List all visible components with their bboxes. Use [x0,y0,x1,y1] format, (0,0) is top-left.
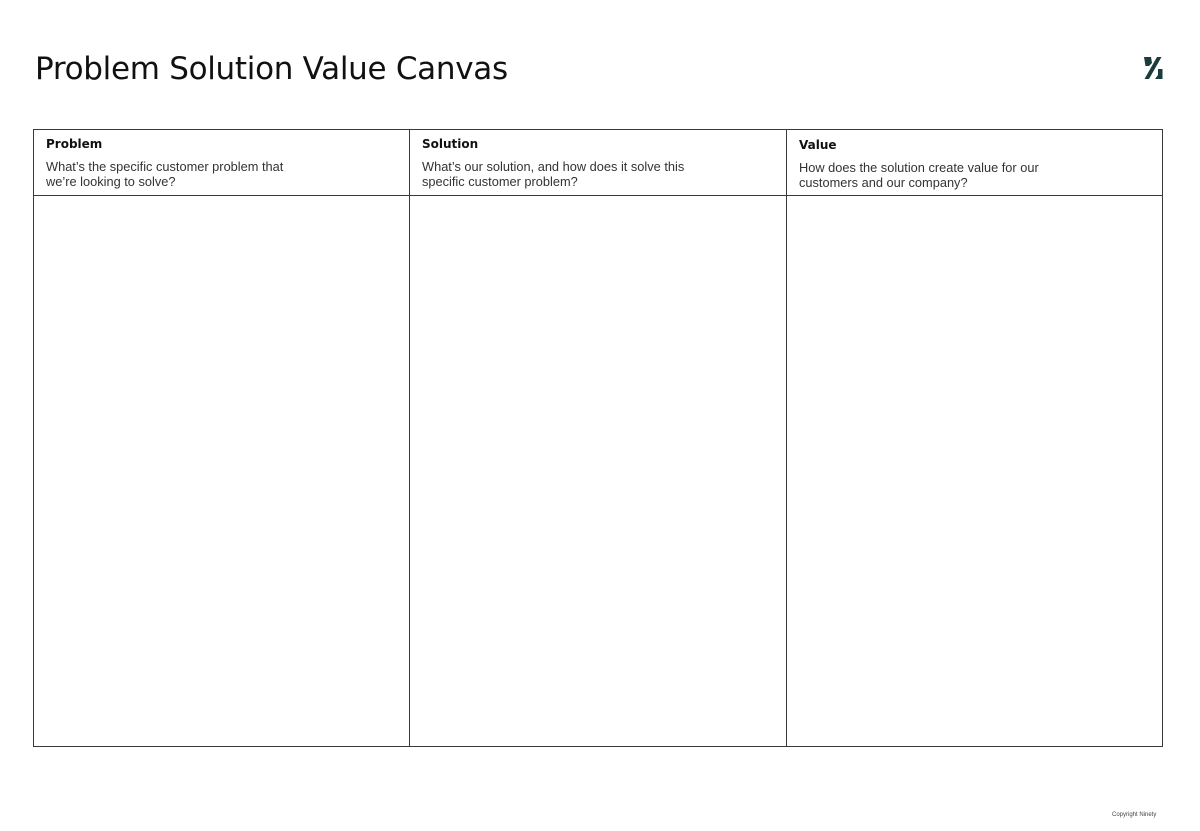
problem-writing-area[interactable] [34,196,409,746]
solution-writing-area[interactable] [410,196,786,746]
copyright-notice: Copyright Ninety [1112,812,1157,818]
column-heading: Problem [46,137,103,151]
column-question: What’s the specific customer problem that we’re looking to solve? [46,159,284,189]
column-heading: Value [799,138,837,152]
value-writing-area[interactable] [787,196,1162,746]
column-solution [410,130,787,746]
canvas-grid [33,129,1163,747]
ninety-logo-icon [1142,56,1164,80]
column-header [410,130,786,196]
page-title: Problem Solution Value Canvas [35,51,508,87]
column-question: What’s our solution, and how does it solve this specific customer problem? [422,159,685,189]
column-value [787,130,1162,746]
column-header [787,130,1162,196]
column-heading: Solution [422,137,479,151]
column-question: How does the solution create value for our customers and our company? [799,160,1039,190]
column-problem [34,130,410,746]
column-header [34,130,409,196]
